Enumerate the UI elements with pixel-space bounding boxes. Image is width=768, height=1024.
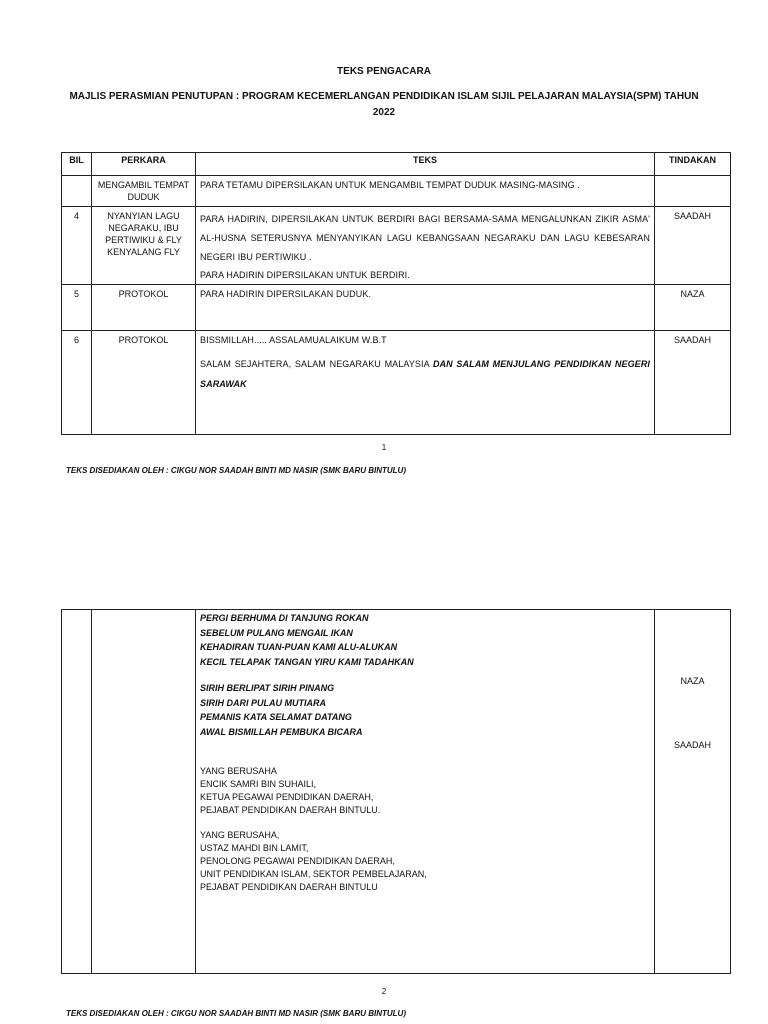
teks-line — [200, 354, 650, 394]
pantun-line: SEBELUM PULANG MENGAIL IKAN — [200, 627, 353, 638]
table-row — [62, 207, 731, 285]
table-row — [62, 285, 731, 331]
pantun-line: SIRIH DARI PULAU MUTIARA — [200, 697, 326, 708]
table-header-row — [62, 153, 731, 176]
tindakan-label: NAZA — [680, 676, 705, 686]
cell-bil: 4 — [62, 207, 92, 285]
cell-bil — [62, 176, 92, 207]
address-line: PEJABAT PENDIDIKAN DAERAH BINTULU — [200, 882, 378, 892]
cell-bil: 6 — [62, 331, 92, 435]
pantun-line: KEHADIRAN TUAN-PUAN KAMI ALU-ALUKAN — [200, 642, 398, 652]
column-header-tindakan: TINDAKAN — [655, 153, 731, 176]
address-line: ENCIK SAMRI BIN SUHAILI, — [200, 779, 317, 789]
cell-tindakan — [655, 610, 731, 974]
address-line: KETUA PEGAWAI PENDIDIKAN DAERAH, — [200, 792, 374, 802]
cell-teks — [196, 331, 655, 435]
cell-teks — [196, 207, 655, 285]
column-header-perkara: PERKARA — [92, 153, 196, 176]
cell-tindakan — [655, 176, 731, 207]
page-title: TEKS PENGACARA — [337, 66, 431, 77]
pantun-line: KECIL TELAPAK TANGAN YIRU KAMI TADAHKAN — [200, 656, 414, 667]
address-line: USTAZ MAHDI BIN LAMIT, — [200, 843, 309, 853]
cell-teks — [196, 285, 655, 331]
script-table-page-1 — [61, 152, 731, 435]
cell-tindakan: SAADAH — [655, 207, 731, 285]
teks-line: PARA HADIRIN DIPERSILAKAN UNTUK BERDIRI. — [200, 270, 410, 280]
teks-line: BISSMILLAH..... ASSALAMUALAIKUM W.B.T — [200, 335, 387, 345]
table-row — [62, 331, 731, 435]
cell-bil: 5 — [62, 285, 92, 331]
cell-bil — [62, 610, 92, 974]
address-line: UNIT PENDIDIKAN ISLAM, SEKTOR PEMBELAJARAN, — [200, 869, 427, 879]
cell-perkara: PROTOKOL — [92, 331, 196, 435]
cell-tindakan: NAZA — [655, 285, 731, 331]
teks-line: PARA HADIRIN DIPERSILAKAN DUDUK. — [200, 289, 372, 299]
cell-perkara: PROTOKOL — [92, 285, 196, 331]
cell-tindakan: SAADAH — [655, 331, 731, 435]
pantun-line: PEMANIS KATA SELAMAT DATANG — [200, 712, 352, 722]
cell-perkara: NYANYIAN LAGU NEGARAKU, IBU PERTIWIKU & FLY KENYALANG FLY — [92, 207, 196, 285]
cell-perkara: MENGAMBIL TEMPAT DUDUK — [92, 176, 196, 207]
address-line: PEJABAT PENDIDIKAN DAERAH BINTULU. — [200, 805, 381, 815]
column-header-teks: TEKS — [196, 153, 655, 176]
cell-teks — [196, 610, 655, 974]
teks-line: PARA TETAMU DIPERSILAKAN UNTUK MENGAMBIL TEMPAT DUDUK MASING-MASING . — [200, 180, 580, 190]
address-line: PENOLONG PEGAWAI PENDIDIKAN DAERAH, — [200, 856, 395, 866]
cell-perkara — [92, 610, 196, 974]
pantun-line: AWAL BISMILLAH PEMBUKA BICARA — [200, 726, 363, 737]
cell-teks — [196, 176, 655, 207]
tindakan-label: SAADAH — [673, 740, 711, 750]
greeting-text: SALAM SEJAHTERA, SALAM NEGARAKU MALAYSIA — [200, 359, 430, 369]
footer-note: TEKS DISEDIAKAN OLEH : CIKGU NOR SAADAH BINTI MD NASIR (SMK BARU BINTULU) — [66, 466, 406, 475]
greeting-emphasis: DAN SALAM MENJULANG PENDIDIKAN NEGERI SARAWAK — [200, 359, 650, 389]
pantun-line: PERGI BERHUMA DI TANJUNG ROKAN — [200, 613, 369, 623]
address-line: YANG BERUSAHA, — [200, 830, 280, 840]
footer-note: TEKS DISEDIAKAN OLEH : CIKGU NOR SAADAH BINTI MD NASIR (SMK BARU BINTULU) — [66, 1009, 406, 1018]
page-subtitle: MAJLIS PERASMIAN PENUTUPAN : PROGRAM KECEMERLANGAN PENDIDIKAN ISLAM SIJIL PELAJARAN MALAYSIA(SPM) TAHUN 2022 — [69, 91, 699, 118]
table-row — [62, 610, 731, 974]
page-number: 2 — [381, 987, 387, 996]
pantun-line: SIRIH BERLIPAT SIRIH PINANG — [200, 683, 335, 693]
page-number: 1 — [381, 443, 387, 452]
column-header-bil: BIL — [62, 153, 92, 176]
teks-line: PARA HADIRIN, DIPERSILAKAN UNTUK BERDIRI BAGI BERSAMA-SAMA MENGALUNKAN ZIKIR ASMA' AL-HUSNA SETERUSNYA MENYANYIKAN LAGU KEBANGSAAN NEGARAKU DAN LAGU KEBESARAN NEGERI IBU PERTIWIKU . — [200, 214, 650, 262]
table-row — [62, 176, 731, 207]
script-table-page-2 — [61, 609, 731, 974]
address-line: YANG BERUSAHA — [200, 766, 277, 776]
